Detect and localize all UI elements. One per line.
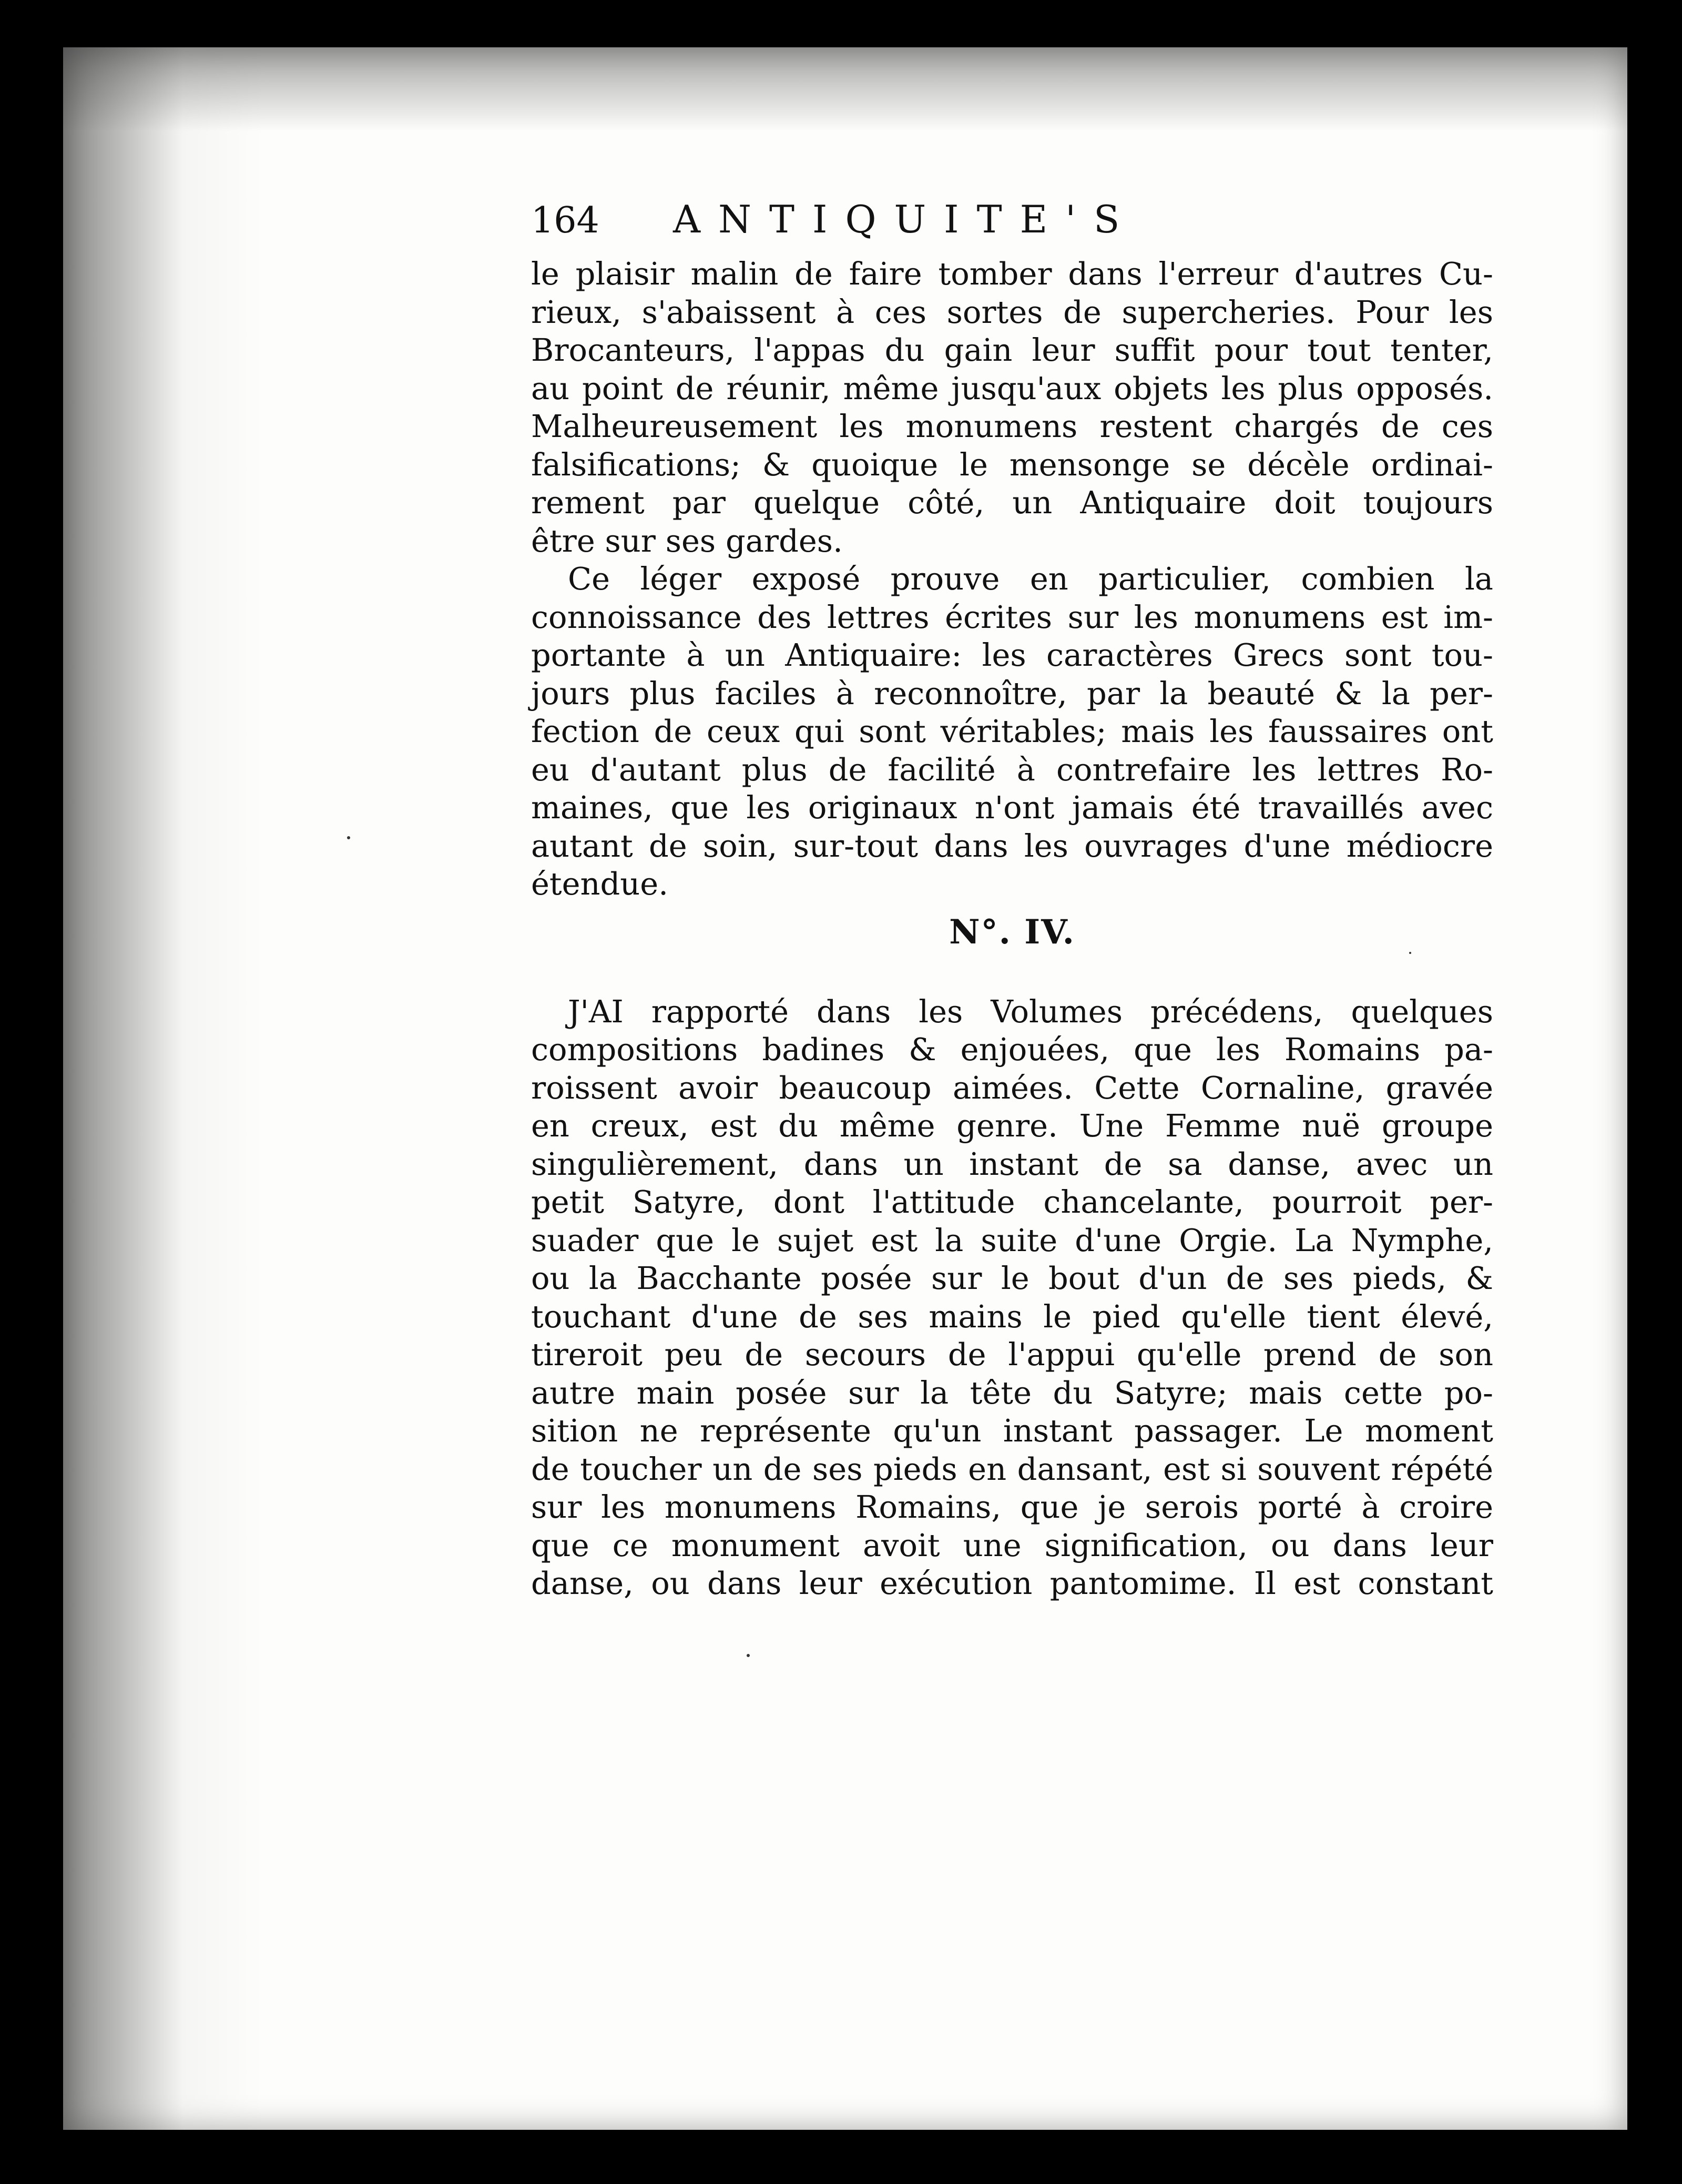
text-line: rieux, s'abaissent à ces sortes de supercheries. Pour les [531, 293, 1493, 330]
text-line: autre main posée sur la tête du Satyre; mais cette po- [531, 1374, 1493, 1411]
running-head [531, 197, 1493, 255]
text-line: danse, ou dans leur exécution pantomime. Il est constant [531, 1565, 1493, 1601]
text-line: J'AI rapporté dans les Volumes précédens, quelques [568, 993, 1493, 1030]
text-line: être sur ses gardes. [531, 522, 843, 559]
book-page [63, 47, 1627, 2130]
ink-speck [347, 836, 350, 839]
text-line: eu d'autant plus de facilité à contrefaire les lettres Ro- [531, 751, 1493, 788]
text-line: suader que le sujet est la suite d'une Orgie. La Nymphe, [531, 1222, 1493, 1258]
paragraph-3 [531, 993, 1493, 1603]
text-line: tireroit peu de secours de l'appui qu'elle prend de son [531, 1336, 1493, 1373]
text-line: maines, que les originaux n'ont jamais été travaillés avec [531, 789, 1493, 826]
section-heading: N°. IV. [949, 912, 1075, 952]
text-line: ou la Bacchante posée sur le bout d'un de ses pieds, & [531, 1260, 1493, 1296]
text-line: singulièrement, dans un instant de sa danse, avec un [531, 1145, 1493, 1182]
text-line: étendue. [531, 866, 668, 902]
text-line: Ce léger exposé prouve en particulier, combien la [568, 561, 1493, 597]
text-line: le plaisir malin de faire tomber dans l'erreur d'autres Cu- [531, 256, 1493, 292]
text-line: touchant d'une de ses mains le pied qu'elle tient élevé, [531, 1298, 1493, 1335]
text-line: autant de soin, sur-tout dans les ouvrages d'une médiocre [531, 827, 1493, 864]
text-line: sur les monumens Romains, que je serois porté à croire [531, 1489, 1493, 1525]
paragraph-1 [531, 255, 1493, 560]
text-line: sition ne représente qu'un instant passager. Le moment [531, 1413, 1493, 1449]
text-line: jours plus faciles à reconnoître, par la beauté & la per- [531, 675, 1493, 712]
text-line: connoissance des lettres écrites sur les monumens est im- [531, 598, 1493, 635]
paragraph-2 [531, 560, 1493, 903]
text-line: falsifications; & quoique le mensonge se décèle ordinai- [531, 446, 1493, 483]
text-line: Malheureusement les monumens restent chargés de ces [531, 408, 1493, 444]
ink-speck [1409, 952, 1411, 954]
text-line: Brocanteurs, l'appas du gain leur suffit pour tout tenter, [531, 332, 1493, 368]
text-line: petit Satyre, dont l'attitude chancelante, pourroit per- [531, 1184, 1493, 1220]
text-line: au point de réunir, même jusqu'aux objets les plus opposés. [531, 370, 1493, 407]
text-line: que ce monument avoit une signification, ou dans leur [531, 1527, 1493, 1563]
text-line: en creux, est du même genre. Une Femme nuë groupe [531, 1108, 1493, 1144]
ink-speck [747, 1654, 750, 1657]
page-number: 164 [531, 200, 599, 241]
text-line: fection de ceux qui sont véritables; mais les faussaires ont [531, 713, 1493, 749]
text-block [531, 197, 1493, 1603]
text-line: de toucher un de ses pieds en dansant, est si souvent répété [531, 1450, 1493, 1487]
text-line: compositions badines & enjouées, que les Romains pa- [531, 1031, 1493, 1068]
text-line: roissent avoir beaucoup aimées. Cette Cornaline, gravée [531, 1069, 1493, 1106]
running-title: ANTIQUITE'S [673, 197, 1138, 241]
text-line: portante à un Antiquaire: les caractères Grecs sont tou- [531, 637, 1493, 673]
text-line: rement par quelque côté, un Antiquaire doit toujours [531, 484, 1493, 521]
